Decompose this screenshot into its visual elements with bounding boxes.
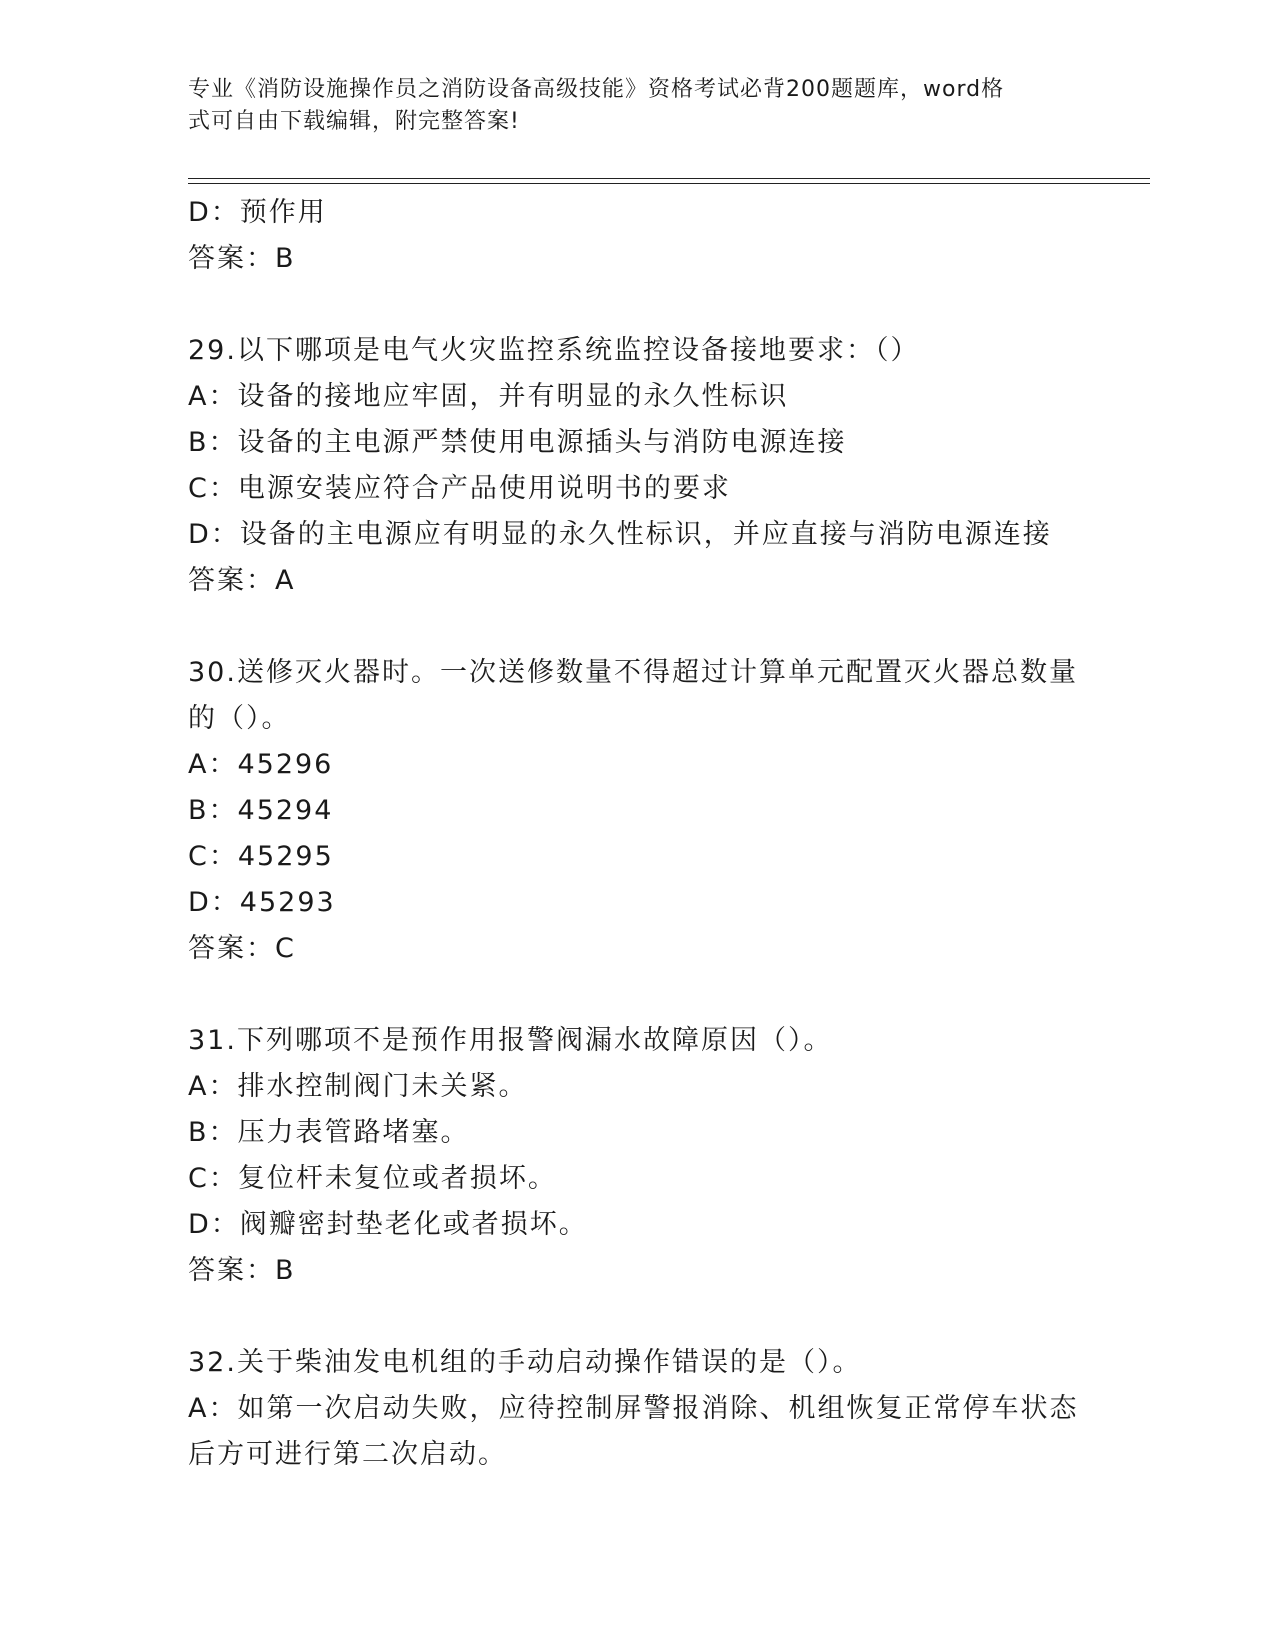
question-32-option-a-line-2: 后方可进行第二次启动。 <box>188 1439 507 1470</box>
question-30-answer: 答案：C <box>188 933 296 964</box>
question-29-option-a: A：设备的接地应牢固，并有明显的永久性标识 <box>188 381 789 412</box>
spacer <box>188 282 1088 328</box>
question-30-option-a: A：45296 <box>188 749 334 780</box>
question-30-option-c: C：45295 <box>188 841 334 872</box>
question-31-option-d: D：阀瓣密封垫老化或者损坏。 <box>188 1209 588 1240</box>
question-29-answer: 答案：A <box>188 565 296 596</box>
spacer <box>188 1294 1088 1340</box>
question-30-text-line-1: 30.送修灭火器时。一次送修数量不得超过计算单元配置灭火器总数量 <box>188 657 1078 688</box>
question-30-option-b: B：45294 <box>188 795 334 826</box>
header-rule-top <box>188 178 1150 179</box>
question-29-option-d: D：设备的主电源应有明显的永久性标识，并应直接与消防电源连接 <box>188 519 1052 550</box>
question-30-option-d: D：45293 <box>188 887 336 918</box>
header-line-1: 专业《消防设施操作员之消防设备高级技能》资格考试必背200题题库，word格 <box>188 77 1005 102</box>
answer-line: 答案：B <box>188 243 296 274</box>
header-line-2: 式可自由下载编辑，附完整答案! <box>188 109 520 134</box>
spacer <box>188 972 1088 1018</box>
question-29-option-c: C：电源安装应符合产品使用说明书的要求 <box>188 473 731 504</box>
question-29-option-b: B：设备的主电源严禁使用电源插头与消防电源连接 <box>188 427 847 458</box>
question-list <box>188 190 1088 1478</box>
question-32-text: 32.关于柴油发电机组的手动启动操作错误的是（）。 <box>188 1347 862 1378</box>
option-d: D：预作用 <box>188 197 327 228</box>
question-29-text: 29.以下哪项是电气火灾监控系统监控设备接地要求：（） <box>188 335 920 366</box>
question-32-option-a-line-1: A：如第一次启动失败，应待控制屏警报消除、机组恢复正常停车状态 <box>188 1393 1079 1424</box>
question-31-option-b: B：压力表管路堵塞。 <box>188 1117 470 1148</box>
question-30-text-line-2: 的（）。 <box>188 703 291 734</box>
question-31-answer: 答案：B <box>188 1255 296 1286</box>
spacer <box>188 604 1088 650</box>
document-header <box>188 74 1088 138</box>
header-rule-bottom <box>188 183 1150 184</box>
question-31-option-a: A：排水控制阀门未关紧。 <box>188 1071 528 1102</box>
question-31-option-c: C：复位杆未复位或者损坏。 <box>188 1163 557 1194</box>
question-31-text: 31.下列哪项不是预作用报警阀漏水故障原因（）。 <box>188 1025 833 1056</box>
